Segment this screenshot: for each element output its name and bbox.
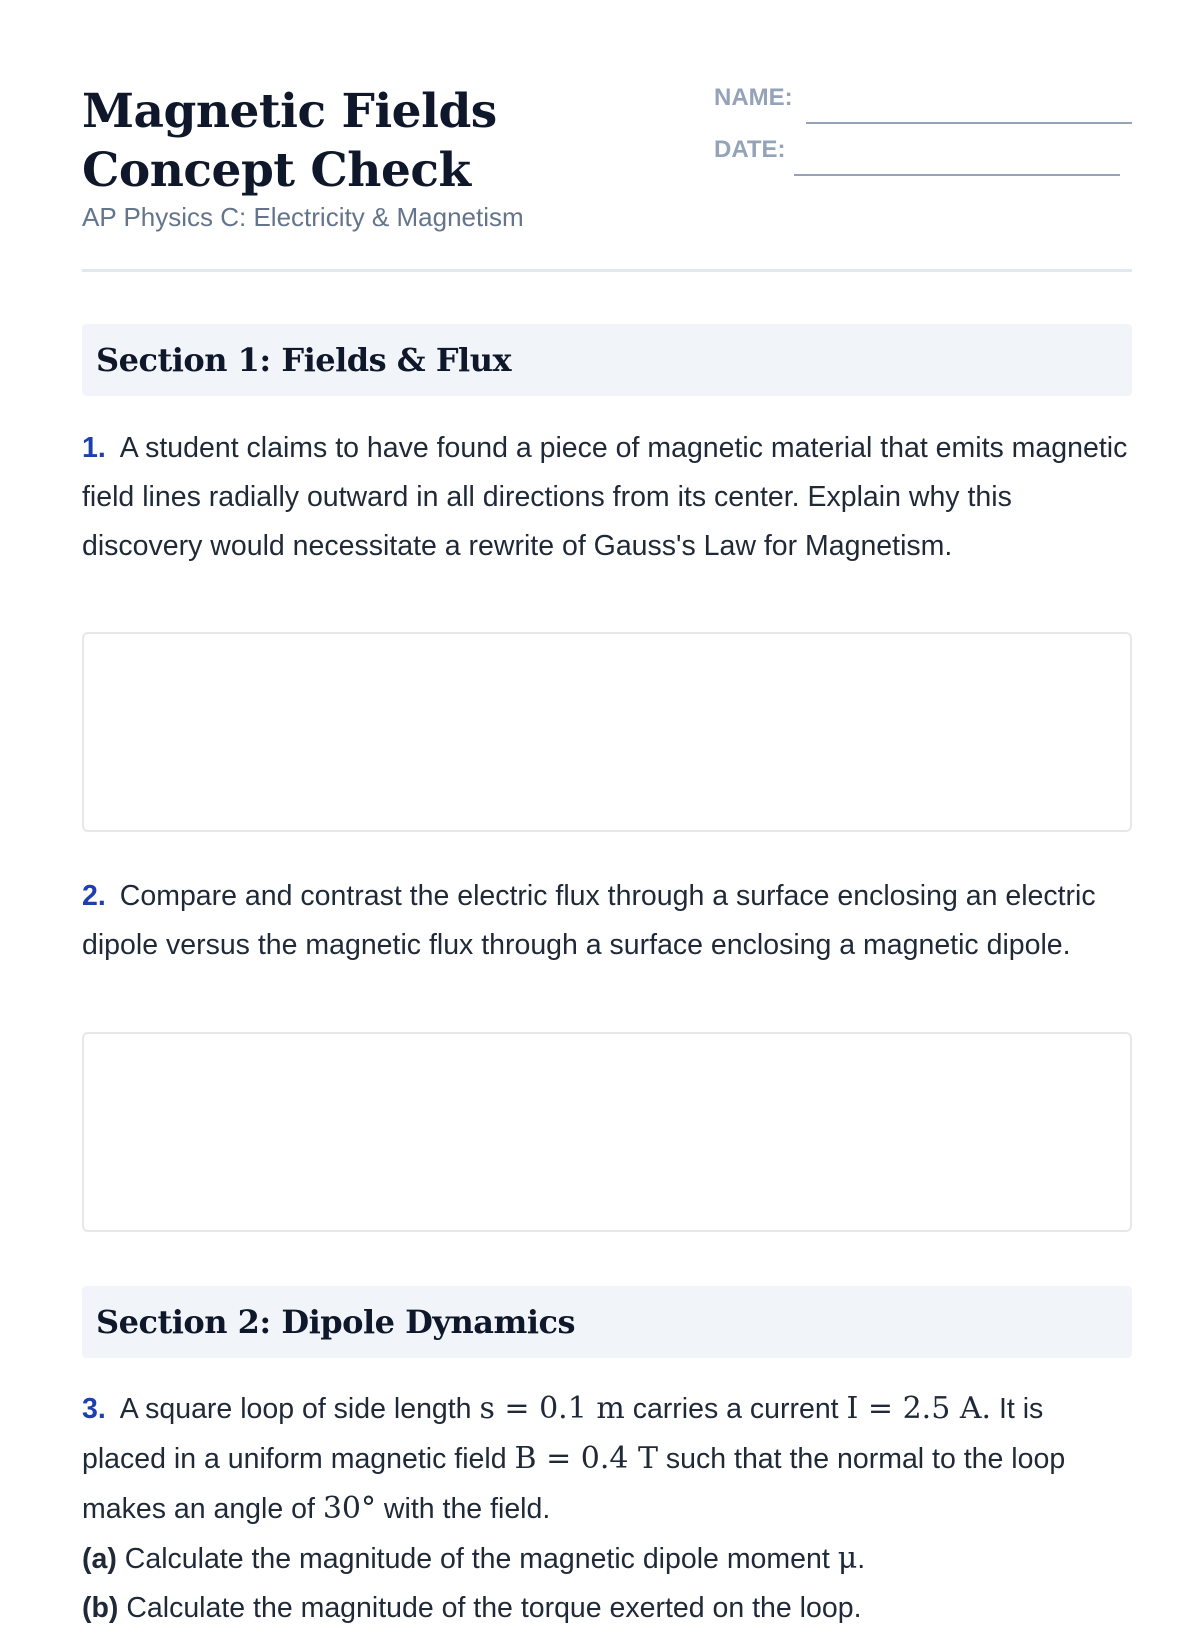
math-dipole-moment: μ [837,1541,858,1576]
part-label: (b) [82,1592,119,1624]
question-number: 1. [82,432,106,464]
math-side-length: s = 0.1 m [479,1391,625,1426]
section-title: Section 2: Dipole Dynamics [96,1303,575,1341]
answer-box-2[interactable] [82,1032,1132,1232]
date-field-row [714,136,1132,176]
math-field-strength: B = 0.4 T [514,1441,658,1476]
name-input-line[interactable] [806,122,1132,124]
question-text-segment: A square loop of side length [119,1393,480,1425]
question-3 [82,1384,1132,1633]
question-1 [82,424,1132,571]
worksheet-header [82,80,1132,272]
date-input-line[interactable] [794,174,1120,176]
question-2 [82,872,1132,970]
question-part-a [82,1534,1132,1584]
section-header-dipole-dynamics [82,1286,1132,1358]
part-text: Calculate the magnitude of the torque exerted on the loop. [126,1592,862,1624]
part-text: Calculate the magnitude of the magnetic dipole moment [124,1543,838,1575]
section-title: Section 1: Fields & Flux [96,341,512,379]
name-field-row [714,84,1132,124]
part-text-end: . [857,1543,866,1575]
question-text-segment: It is placed in a uniform magnetic field [82,1393,1044,1475]
header-divider [82,269,1132,272]
question-number: 3. [82,1393,106,1425]
worksheet-title: Magnetic Fields Concept Check [82,84,497,198]
question-text-segment: such that the normal to the loop makes an angle of [82,1443,1066,1525]
answer-box-1[interactable] [82,632,1132,832]
section-header-fields-flux [82,324,1132,396]
course-subtitle: AP Physics C: Electricity & Magnetism [82,202,524,232]
part-label: (a) [82,1543,117,1575]
question-part-b [82,1584,1132,1633]
date-label: DATE: [714,136,786,163]
question-number: 2. [82,880,106,912]
question-text: Compare and contrast the electric flux through a surface enclosing an electric dipole versus the magnetic flux through a surface enclosing a magnetic dipole. [82,880,1096,961]
question-text-segment: with the field. [376,1493,551,1525]
name-label: NAME: [714,84,793,111]
worksheet-page [82,0,1132,1624]
math-angle: 30° [322,1491,377,1526]
question-text: A student claims to have found a piece of magnetic material that emits magnetic field lines radially outward in all directions from its center. Explain why this discovery would necessitate a rewrite of Gauss's Law for Magnetism. [82,432,1128,562]
math-current: I = 2.5 A. [846,1391,992,1426]
question-text-segment: carries a current [624,1393,847,1425]
